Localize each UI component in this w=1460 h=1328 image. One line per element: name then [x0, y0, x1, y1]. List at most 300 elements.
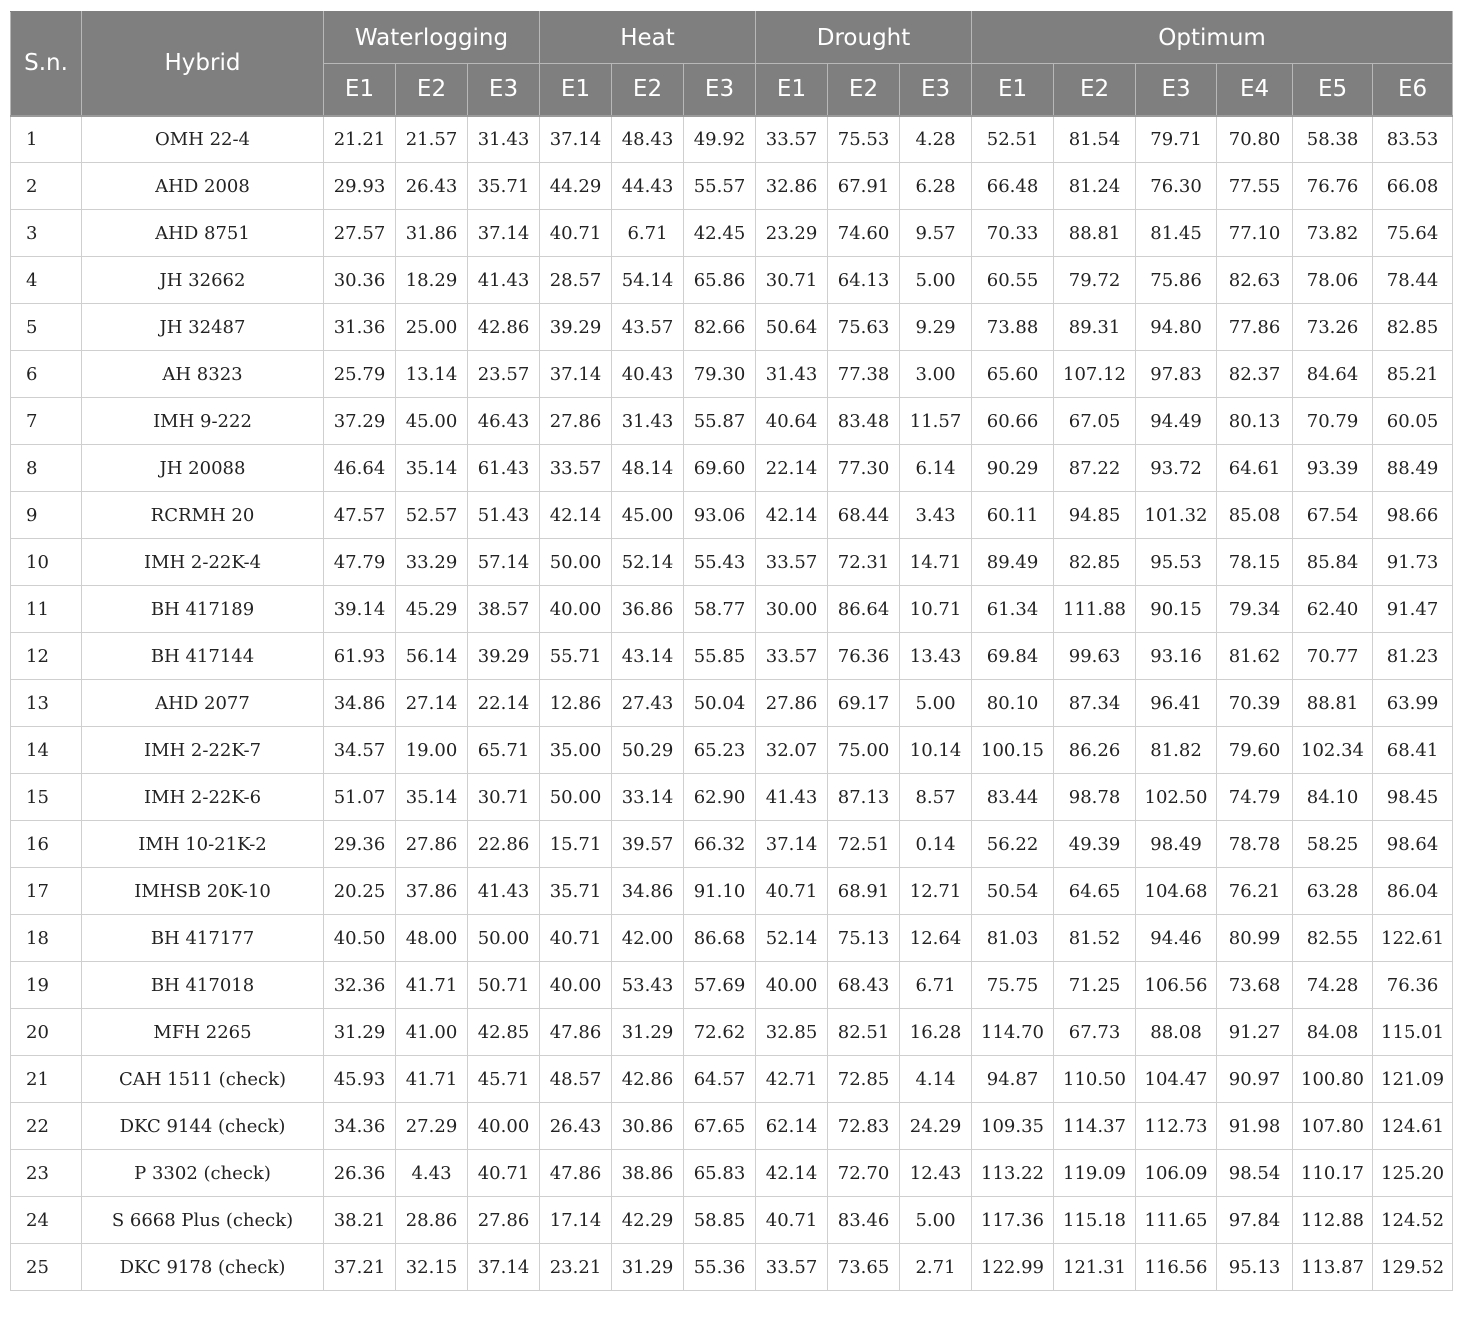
value-cell: 64.57	[684, 1056, 756, 1103]
value-cell: 70.80	[1217, 116, 1293, 163]
value-cell: 44.29	[540, 163, 612, 210]
value-cell: 119.09	[1054, 1150, 1136, 1197]
value-cell: 80.10	[972, 680, 1054, 727]
value-cell: 40.00	[468, 1103, 540, 1150]
value-cell: 10.14	[900, 727, 972, 774]
value-cell: 42.14	[756, 492, 828, 539]
value-cell: 69.17	[828, 680, 900, 727]
value-cell: 62.14	[756, 1103, 828, 1150]
value-cell: 81.62	[1217, 633, 1293, 680]
value-cell: 29.93	[324, 163, 396, 210]
value-cell: 73.68	[1217, 962, 1293, 1009]
value-cell: 81.82	[1136, 727, 1217, 774]
value-cell: 86.04	[1373, 868, 1453, 915]
value-cell: 52.14	[612, 539, 684, 586]
value-cell: 17.14	[540, 1197, 612, 1244]
value-cell: 6.71	[612, 210, 684, 257]
hybrid-cell: BH 417018	[82, 962, 324, 1009]
value-cell: 14.71	[900, 539, 972, 586]
hybrid-cell: AHD 8751	[82, 210, 324, 257]
value-cell: 69.60	[684, 445, 756, 492]
value-cell: 65.83	[684, 1150, 756, 1197]
value-cell: 32.85	[756, 1009, 828, 1056]
hybrid-cell: IMHSB 20K-10	[82, 868, 324, 915]
value-cell: 102.34	[1293, 727, 1373, 774]
value-cell: 115.18	[1054, 1197, 1136, 1244]
value-cell: 27.57	[324, 210, 396, 257]
value-cell: 46.64	[324, 445, 396, 492]
value-cell: 73.82	[1293, 210, 1373, 257]
sn-cell: 10	[11, 539, 82, 586]
sn-cell: 24	[11, 1197, 82, 1244]
table-row	[11, 210, 1453, 257]
env-header: E3	[900, 64, 972, 116]
value-cell: 30.71	[468, 774, 540, 821]
sn-cell: 9	[11, 492, 82, 539]
env-header: E6	[1373, 64, 1453, 116]
value-cell: 3.00	[900, 351, 972, 398]
value-cell: 60.05	[1373, 398, 1453, 445]
value-cell: 74.79	[1217, 774, 1293, 821]
value-cell: 82.85	[1373, 304, 1453, 351]
value-cell: 77.10	[1217, 210, 1293, 257]
table-row	[11, 727, 1453, 774]
value-cell: 37.14	[540, 351, 612, 398]
value-cell: 63.99	[1373, 680, 1453, 727]
value-cell: 121.31	[1054, 1244, 1136, 1291]
sn-cell: 22	[11, 1103, 82, 1150]
value-cell: 41.43	[756, 774, 828, 821]
value-cell: 27.29	[396, 1103, 468, 1150]
hybrid-cell: OMH 22-4	[82, 116, 324, 163]
value-cell: 81.52	[1054, 915, 1136, 962]
value-cell: 33.57	[540, 445, 612, 492]
value-cell: 52.57	[396, 492, 468, 539]
value-cell: 58.85	[684, 1197, 756, 1244]
value-cell: 113.87	[1293, 1244, 1373, 1291]
value-cell: 98.78	[1054, 774, 1136, 821]
value-cell: 32.86	[756, 163, 828, 210]
value-cell: 65.71	[468, 727, 540, 774]
value-cell: 42.86	[612, 1056, 684, 1103]
value-cell: 41.71	[396, 962, 468, 1009]
hybrid-cell: AHD 2008	[82, 163, 324, 210]
value-cell: 53.43	[612, 962, 684, 1009]
value-cell: 55.36	[684, 1244, 756, 1291]
value-cell: 22.14	[756, 445, 828, 492]
value-cell: 57.14	[468, 539, 540, 586]
value-cell: 78.15	[1217, 539, 1293, 586]
value-cell: 76.36	[1373, 962, 1453, 1009]
value-cell: 21.21	[324, 116, 396, 163]
value-cell: 46.43	[468, 398, 540, 445]
value-cell: 79.60	[1217, 727, 1293, 774]
value-cell: 5.00	[900, 680, 972, 727]
sn-cell: 12	[11, 633, 82, 680]
value-cell: 32.36	[324, 962, 396, 1009]
table-row	[11, 1009, 1453, 1056]
sn-cell: 8	[11, 445, 82, 492]
value-cell: 64.65	[1054, 868, 1136, 915]
sn-cell: 7	[11, 398, 82, 445]
value-cell: 31.29	[612, 1244, 684, 1291]
value-cell: 106.09	[1136, 1150, 1217, 1197]
value-cell: 95.53	[1136, 539, 1217, 586]
value-cell: 117.36	[972, 1197, 1054, 1244]
value-cell: 2.71	[900, 1244, 972, 1291]
value-cell: 91.98	[1217, 1103, 1293, 1150]
value-cell: 47.79	[324, 539, 396, 586]
value-cell: 76.21	[1217, 868, 1293, 915]
value-cell: 4.43	[396, 1150, 468, 1197]
value-cell: 40.71	[540, 915, 612, 962]
hybrid-cell: IMH 2-22K-4	[82, 539, 324, 586]
value-cell: 81.23	[1373, 633, 1453, 680]
value-cell: 94.46	[1136, 915, 1217, 962]
table-row	[11, 116, 1453, 163]
value-cell: 55.57	[684, 163, 756, 210]
value-cell: 54.14	[612, 257, 684, 304]
value-cell: 73.65	[828, 1244, 900, 1291]
sn-cell: 25	[11, 1244, 82, 1291]
value-cell: 18.29	[396, 257, 468, 304]
value-cell: 72.85	[828, 1056, 900, 1103]
value-cell: 27.86	[468, 1197, 540, 1244]
value-cell: 31.29	[324, 1009, 396, 1056]
value-cell: 5.00	[900, 257, 972, 304]
hybrid-cell: P 3302 (check)	[82, 1150, 324, 1197]
hybrid-cell: CAH 1511 (check)	[82, 1056, 324, 1103]
env-header: E1	[756, 64, 828, 116]
value-cell: 76.36	[828, 633, 900, 680]
value-cell: 45.71	[468, 1056, 540, 1103]
value-cell: 41.43	[468, 868, 540, 915]
value-cell: 50.64	[756, 304, 828, 351]
value-cell: 81.54	[1054, 116, 1136, 163]
value-cell: 82.85	[1054, 539, 1136, 586]
value-cell: 47.57	[324, 492, 396, 539]
value-cell: 37.29	[324, 398, 396, 445]
table-row	[11, 868, 1453, 915]
value-cell: 102.50	[1136, 774, 1217, 821]
hybrid-cell: BH 417189	[82, 586, 324, 633]
hybrid-cell: S 6668 Plus (check)	[82, 1197, 324, 1244]
value-cell: 100.80	[1293, 1056, 1373, 1103]
value-cell: 22.86	[468, 821, 540, 868]
group-header-heat: Heat	[540, 12, 756, 64]
value-cell: 31.43	[468, 116, 540, 163]
hybrid-cell: IMH 2-22K-7	[82, 727, 324, 774]
sn-cell: 6	[11, 351, 82, 398]
value-cell: 38.57	[468, 586, 540, 633]
value-cell: 58.38	[1293, 116, 1373, 163]
value-cell: 85.21	[1373, 351, 1453, 398]
value-cell: 47.86	[540, 1009, 612, 1056]
sn-cell: 16	[11, 821, 82, 868]
value-cell: 74.60	[828, 210, 900, 257]
group-header-waterlogging: Waterlogging	[324, 12, 540, 64]
value-cell: 110.17	[1293, 1150, 1373, 1197]
value-cell: 86.26	[1054, 727, 1136, 774]
value-cell: 4.28	[900, 116, 972, 163]
value-cell: 27.14	[396, 680, 468, 727]
value-cell: 68.44	[828, 492, 900, 539]
table-row	[11, 915, 1453, 962]
value-cell: 83.53	[1373, 116, 1453, 163]
value-cell: 37.14	[756, 821, 828, 868]
value-cell: 98.64	[1373, 821, 1453, 868]
sn-cell: 19	[11, 962, 82, 1009]
value-cell: 12.86	[540, 680, 612, 727]
value-cell: 91.10	[684, 868, 756, 915]
value-cell: 85.08	[1217, 492, 1293, 539]
value-cell: 32.15	[396, 1244, 468, 1291]
value-cell: 66.48	[972, 163, 1054, 210]
value-cell: 68.91	[828, 868, 900, 915]
value-cell: 26.43	[540, 1103, 612, 1150]
value-cell: 57.69	[684, 962, 756, 1009]
value-cell: 35.14	[396, 445, 468, 492]
value-cell: 112.88	[1293, 1197, 1373, 1244]
value-cell: 39.14	[324, 586, 396, 633]
value-cell: 124.52	[1373, 1197, 1453, 1244]
value-cell: 91.47	[1373, 586, 1453, 633]
group-header-optimum: Optimum	[972, 12, 1453, 64]
value-cell: 23.21	[540, 1244, 612, 1291]
value-cell: 48.00	[396, 915, 468, 962]
value-cell: 34.57	[324, 727, 396, 774]
value-cell: 52.14	[756, 915, 828, 962]
value-cell: 42.14	[756, 1150, 828, 1197]
hybrid-cell: JH 32487	[82, 304, 324, 351]
table-row	[11, 1103, 1453, 1150]
value-cell: 9.29	[900, 304, 972, 351]
sn-cell: 3	[11, 210, 82, 257]
value-cell: 66.08	[1373, 163, 1453, 210]
value-cell: 72.31	[828, 539, 900, 586]
value-cell: 48.57	[540, 1056, 612, 1103]
env-header: E3	[1136, 64, 1217, 116]
hybrid-cell: AHD 2077	[82, 680, 324, 727]
value-cell: 40.71	[756, 868, 828, 915]
value-cell: 63.28	[1293, 868, 1373, 915]
value-cell: 5.00	[900, 1197, 972, 1244]
value-cell: 3.43	[900, 492, 972, 539]
value-cell: 93.16	[1136, 633, 1217, 680]
value-cell: 82.51	[828, 1009, 900, 1056]
value-cell: 27.43	[612, 680, 684, 727]
value-cell: 76.76	[1293, 163, 1373, 210]
value-cell: 67.05	[1054, 398, 1136, 445]
value-cell: 13.43	[900, 633, 972, 680]
value-cell: 80.13	[1217, 398, 1293, 445]
value-cell: 12.64	[900, 915, 972, 962]
value-cell: 50.71	[468, 962, 540, 1009]
value-cell: 129.52	[1373, 1244, 1453, 1291]
value-cell: 82.37	[1217, 351, 1293, 398]
value-cell: 31.43	[612, 398, 684, 445]
value-cell: 114.70	[972, 1009, 1054, 1056]
value-cell: 104.47	[1136, 1056, 1217, 1103]
value-cell: 38.86	[612, 1150, 684, 1197]
value-cell: 56.22	[972, 821, 1054, 868]
table-row	[11, 586, 1453, 633]
value-cell: 68.43	[828, 962, 900, 1009]
env-header: E5	[1293, 64, 1373, 116]
value-cell: 42.00	[612, 915, 684, 962]
value-cell: 86.68	[684, 915, 756, 962]
table-body	[11, 116, 1453, 1291]
sn-cell: 14	[11, 727, 82, 774]
value-cell: 88.08	[1136, 1009, 1217, 1056]
value-cell: 83.48	[828, 398, 900, 445]
table-row	[11, 492, 1453, 539]
value-cell: 40.00	[756, 962, 828, 1009]
env-header: E2	[1054, 64, 1136, 116]
value-cell: 33.57	[756, 633, 828, 680]
value-cell: 50.00	[540, 774, 612, 821]
hybrid-cell: JH 32662	[82, 257, 324, 304]
value-cell: 31.36	[324, 304, 396, 351]
env-header: E1	[972, 64, 1054, 116]
value-cell: 116.56	[1136, 1244, 1217, 1291]
value-cell: 88.49	[1373, 445, 1453, 492]
value-cell: 51.07	[324, 774, 396, 821]
value-cell: 70.39	[1217, 680, 1293, 727]
value-cell: 35.71	[540, 868, 612, 915]
value-cell: 97.84	[1217, 1197, 1293, 1244]
value-cell: 45.29	[396, 586, 468, 633]
value-cell: 121.09	[1373, 1056, 1453, 1103]
value-cell: 13.14	[396, 351, 468, 398]
hybrid-cell: BH 417144	[82, 633, 324, 680]
table-row	[11, 774, 1453, 821]
value-cell: 33.57	[756, 116, 828, 163]
hybrid-cell: JH 20088	[82, 445, 324, 492]
value-cell: 67.54	[1293, 492, 1373, 539]
value-cell: 80.99	[1217, 915, 1293, 962]
value-cell: 97.83	[1136, 351, 1217, 398]
value-cell: 87.34	[1054, 680, 1136, 727]
sn-cell: 13	[11, 680, 82, 727]
value-cell: 90.29	[972, 445, 1054, 492]
value-cell: 26.43	[396, 163, 468, 210]
value-cell: 125.20	[1373, 1150, 1453, 1197]
value-cell: 72.51	[828, 821, 900, 868]
hybrid-cell: IMH 10-21K-2	[82, 821, 324, 868]
value-cell: 71.25	[1054, 962, 1136, 1009]
env-header: E2	[828, 64, 900, 116]
value-cell: 104.68	[1136, 868, 1217, 915]
hybrid-cell: RCRMH 20	[82, 492, 324, 539]
value-cell: 88.81	[1293, 680, 1373, 727]
value-cell: 122.99	[972, 1244, 1054, 1291]
value-cell: 25.79	[324, 351, 396, 398]
value-cell: 67.91	[828, 163, 900, 210]
value-cell: 39.29	[540, 304, 612, 351]
sn-cell: 15	[11, 774, 82, 821]
value-cell: 12.43	[900, 1150, 972, 1197]
value-cell: 75.75	[972, 962, 1054, 1009]
value-cell: 42.71	[756, 1056, 828, 1103]
value-cell: 41.43	[468, 257, 540, 304]
value-cell: 93.06	[684, 492, 756, 539]
value-cell: 58.25	[1293, 821, 1373, 868]
value-cell: 82.66	[684, 304, 756, 351]
value-cell: 112.73	[1136, 1103, 1217, 1150]
hybrid-cell: AH 8323	[82, 351, 324, 398]
value-cell: 29.36	[324, 821, 396, 868]
value-cell: 78.78	[1217, 821, 1293, 868]
table-row	[11, 1150, 1453, 1197]
value-cell: 94.49	[1136, 398, 1217, 445]
value-cell: 67.65	[684, 1103, 756, 1150]
value-cell: 70.33	[972, 210, 1054, 257]
value-cell: 33.57	[756, 539, 828, 586]
sn-cell: 20	[11, 1009, 82, 1056]
value-cell: 107.12	[1054, 351, 1136, 398]
value-cell: 40.00	[540, 962, 612, 1009]
env-header: E1	[324, 64, 396, 116]
value-cell: 93.39	[1293, 445, 1373, 492]
env-header: E4	[1217, 64, 1293, 116]
value-cell: 73.26	[1293, 304, 1373, 351]
value-cell: 42.14	[540, 492, 612, 539]
results-table	[10, 11, 1453, 1291]
value-cell: 100.15	[972, 727, 1054, 774]
value-cell: 77.30	[828, 445, 900, 492]
sn-cell: 2	[11, 163, 82, 210]
value-cell: 89.31	[1054, 304, 1136, 351]
value-cell: 85.84	[1293, 539, 1373, 586]
value-cell: 110.50	[1054, 1056, 1136, 1103]
value-cell: 75.64	[1373, 210, 1453, 257]
value-cell: 23.57	[468, 351, 540, 398]
value-cell: 87.22	[1054, 445, 1136, 492]
value-cell: 24.29	[900, 1103, 972, 1150]
value-cell: 50.00	[468, 915, 540, 962]
value-cell: 42.85	[468, 1009, 540, 1056]
value-cell: 30.71	[756, 257, 828, 304]
header-group-row	[11, 12, 1453, 64]
value-cell: 75.63	[828, 304, 900, 351]
value-cell: 30.86	[612, 1103, 684, 1150]
sn-cell: 5	[11, 304, 82, 351]
value-cell: 98.66	[1373, 492, 1453, 539]
value-cell: 37.14	[468, 1244, 540, 1291]
value-cell: 65.86	[684, 257, 756, 304]
hybrid-cell: DKC 9178 (check)	[82, 1244, 324, 1291]
value-cell: 70.77	[1293, 633, 1373, 680]
value-cell: 42.86	[468, 304, 540, 351]
value-cell: 50.00	[540, 539, 612, 586]
value-cell: 75.00	[828, 727, 900, 774]
value-cell: 90.15	[1136, 586, 1217, 633]
value-cell: 41.00	[396, 1009, 468, 1056]
value-cell: 39.29	[468, 633, 540, 680]
value-cell: 43.14	[612, 633, 684, 680]
table-row	[11, 962, 1453, 1009]
table-row	[11, 163, 1453, 210]
value-cell: 8.57	[900, 774, 972, 821]
value-cell: 111.88	[1054, 586, 1136, 633]
value-cell: 64.13	[828, 257, 900, 304]
value-cell: 94.85	[1054, 492, 1136, 539]
value-cell: 50.29	[612, 727, 684, 774]
table-row	[11, 351, 1453, 398]
value-cell: 76.30	[1136, 163, 1217, 210]
value-cell: 15.71	[540, 821, 612, 868]
